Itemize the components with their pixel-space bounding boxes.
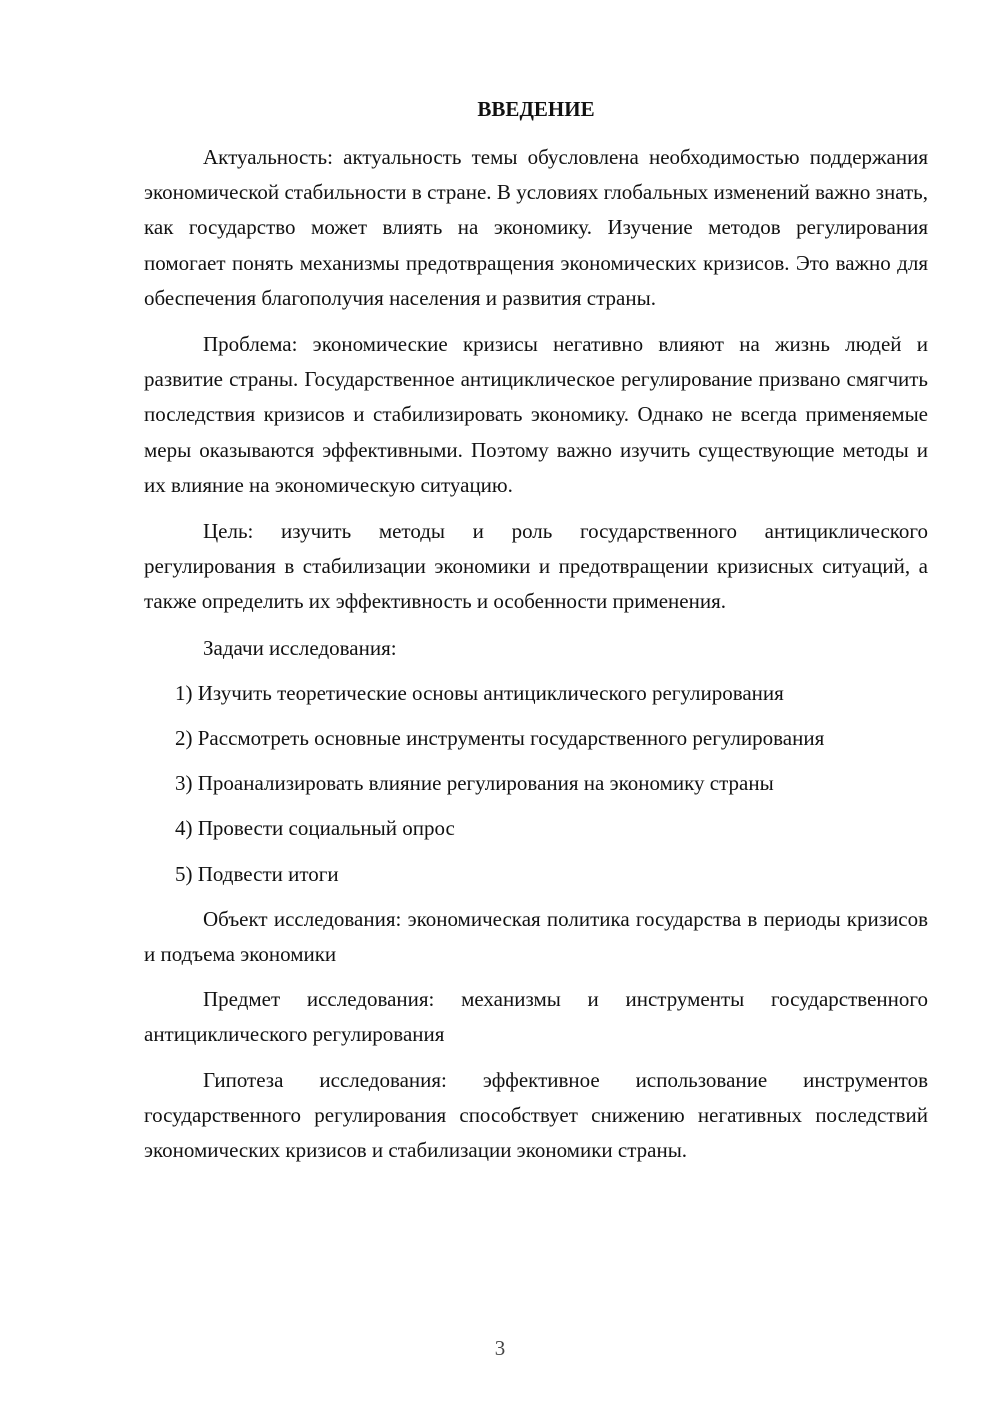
goal-paragraph: Цель: изучить методы и роль государственного антициклического регулирования в стабилизации экономики и предотвращении кризисных ситуаций, а также определить их эффективность и особенности применения. [144, 519, 928, 614]
task-item-1: 1) Изучить теоретические основы антициклического регулирования [175, 680, 784, 705]
section-heading: ВВЕДЕНИЕ [477, 97, 595, 121]
tasks-title: Задачи исследования: [203, 635, 397, 660]
page-number: 3 [494, 1336, 506, 1360]
hypothesis-paragraph: Гипотеза исследования: эффективное использование инструментов государственного регулирования способствует снижению негативных последствий экономических кризисов и стабилизации экономики страны. [144, 1067, 928, 1163]
relevance-paragraph: Актуальность: актуальность темы обусловлена необходимостью поддержания экономической стабильности в стране. В условиях глобальных изменений важно знать, как государство может влиять на экономику. Изучение методов регулирования помогает понять механизмы предотвращения экономических кризисов. Это важно для обеспечения благополучия населения и развития страны. [144, 145, 928, 310]
task-item-3: 3) Проанализировать влияние регулирования на экономику страны [175, 771, 774, 796]
object-paragraph: Объект исследования: экономическая политика государства в периоды кризисов и подъема экономики [144, 906, 928, 967]
page-content [144, 92, 928, 1168]
task-item-2: 2) Рассмотреть основные инструменты государственного регулирования [175, 726, 825, 751]
task-item-5: 5) Подвести итоги [175, 861, 339, 886]
task-item-4: 4) Провести социальный опрос [175, 816, 455, 841]
subject-paragraph: Предмет исследования: механизмы и инструменты государственного антициклического регулирования [144, 987, 928, 1047]
problem-paragraph: Проблема: экономические кризисы негативно влияют на жизнь людей и развитие страны. Государственное антициклическое регулирование призвано смягчить последствия кризисов и стабилизировать экономику. Однако не всегда применяемые меры оказываются эффективными. Поэтому важно изучить существующие методы и их влияние на экономическую ситуацию. [144, 332, 928, 497]
